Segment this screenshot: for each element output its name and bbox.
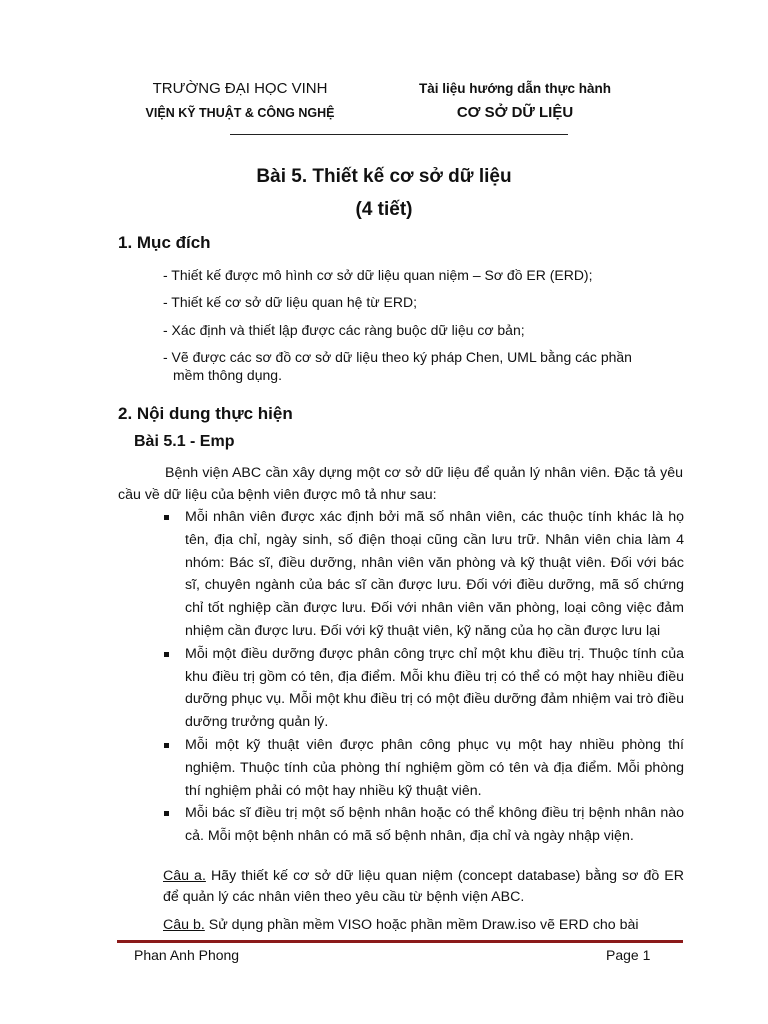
exercise-title: Bài 5.1 - Emp xyxy=(134,433,235,450)
list-item-text: Mỗi một kỹ thuật viên được phân công phục vụ một hay nhiều phòng thí nghiệm. Thuộc tính của phòng thí nghiệm gồm có tên và địa điểm. Mỗi phòng thí nghiệm phải có một hay nhiều kỹ thuật viên. xyxy=(185,736,684,799)
document-type: Tài liệu hướng dẫn thực hành xyxy=(419,81,611,96)
purpose-item: - Thiết kế được mô hình cơ sở dữ liệu quan niệm – Sơ đồ ER (ERD); xyxy=(163,267,593,283)
list-item xyxy=(162,643,684,734)
header-divider xyxy=(230,134,568,135)
footer-page-number: Page 1 xyxy=(606,947,651,963)
question-b-label: Câu b. xyxy=(163,917,205,933)
footer-author: Phan Anh Phong xyxy=(134,947,240,963)
question-b-text: Sử dụng phần mềm VISO hoặc phần mềm Draw.iso vẽ ERD cho bài xyxy=(204,917,639,933)
question-a-text: Hãy thiết kế cơ sở dữ liệu quan niệm (concept database) bằng sơ đồ ER để quản lý các nhân viên theo yêu cầu từ bệnh viện ABC. xyxy=(163,868,684,905)
list-item xyxy=(162,506,684,643)
course-name: CƠ SỞ DỮ LIỆU xyxy=(456,104,574,121)
page-title: Bài 5. Thiết kế cơ sở dữ liệu xyxy=(256,166,512,187)
purpose-item: - Xác định và thiết lập được các ràng buộc dữ liệu cơ bản; xyxy=(163,322,525,338)
list-item-text: Mỗi bác sĩ điều trị một số bệnh nhân hoặc có thể không điều trị bệnh nhân nào cả. Mỗi một bệnh nhân có mã số bệnh nhân, địa chỉ và ngày nhập viện. xyxy=(185,805,684,845)
list-item-text: Mỗi một điều dưỡng được phân công trực chỉ một khu điều trị. Thuộc tính của khu điều trị gồm có tên, địa điểm. Mỗi khu điều trị có thể có một hay nhiều điều dưỡng phục vụ. Mỗi một khu điều trị có một điều dưỡng đảm nhiệm vai trò điều dưỡng trưởng quản lý. xyxy=(185,645,684,731)
purpose-item-continued xyxy=(163,366,683,384)
requirements-list xyxy=(162,506,684,848)
institute-name: VIỆN KỸ THUẬT & CÔNG NGHỆ xyxy=(145,106,335,120)
header-right xyxy=(395,80,635,123)
university-name: TRƯỜNG ĐẠI HỌC VINH xyxy=(152,80,328,97)
exercise-intro-text: Bệnh viện ABC cần xây dựng một cơ sở dữ liệu để quản lý nhân viên. Đặc tả yêu cầu về dữ liệu của bệnh viên được mô tả như sau: xyxy=(118,465,683,503)
bullet-square-icon xyxy=(164,515,169,520)
question-b xyxy=(163,915,684,936)
list-item xyxy=(162,802,684,848)
question-a xyxy=(163,866,684,908)
list-item-text: Mỗi nhân viên được xác định bởi mã số nhân viên, các thuộc tính khác là họ tên, địa chỉ, ngày sinh, số điện thoại cũng cần lưu trữ. Nhân viên chia làm 4 nhóm: Bác sĩ, điều dưỡng, nhân viên văn phòng và kỹ thuật viên. Đối với bác sĩ, chuyên ngành của bác sĩ cần được lưu. Đối với điều dưỡng, mã số chứng chỉ tốt nghiệp cần được lưu. Đối với nhân viên văn phòng, loại công việc đảm nhiệm cần được lưu. Đối với kỹ thuật viên, kỹ năng của họ cần được lưu lại xyxy=(185,509,684,639)
question-a-label: Câu a. xyxy=(163,868,206,884)
purpose-item: - Thiết kế cơ sở dữ liệu quan hệ từ ERD; xyxy=(163,294,417,310)
page-subtitle: (4 tiết) xyxy=(355,199,413,220)
list-item xyxy=(162,734,684,802)
section-heading-purpose: 1. Mục đích xyxy=(118,233,211,252)
exercise-intro xyxy=(118,462,683,506)
purpose-item: - Vẽ được các sơ đồ cơ sở dữ liệu theo ký pháp Chen, UML bằng các phần xyxy=(163,349,632,365)
bullet-square-icon xyxy=(164,652,169,657)
footer-divider xyxy=(117,940,683,943)
header-left xyxy=(120,80,360,122)
bullet-square-icon xyxy=(164,743,169,748)
purpose-item-continued-text: mềm thông dụng. xyxy=(173,367,282,383)
bullet-square-icon xyxy=(164,811,169,816)
section-heading-content: 2. Nội dung thực hiện xyxy=(118,404,293,423)
